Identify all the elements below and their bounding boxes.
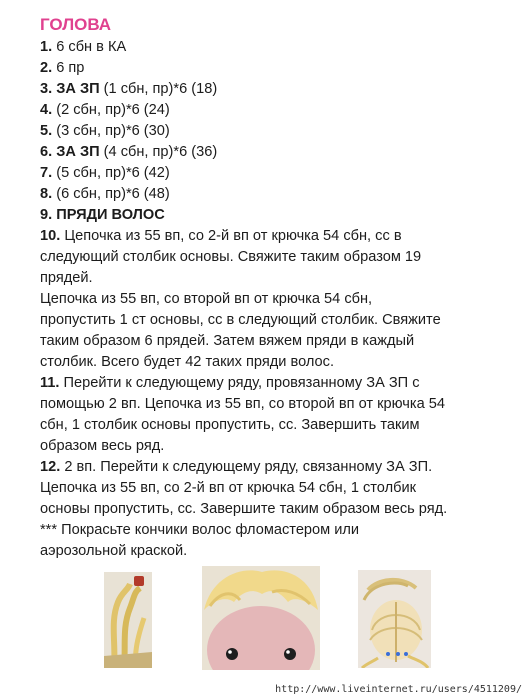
step-number: 4. (40, 102, 53, 118)
step-text: 6 пр (52, 60, 85, 76)
line-text: 2 вп. Перейти к следующему ряду, связанному ЗА ЗП. (60, 459, 433, 475)
line-text: Цепочка из 55 вп, со 2-й вп от крючка 54 сбн, 1 столбик (40, 480, 417, 496)
step-text: (6 сбн, пр)*6 (48) (52, 186, 170, 202)
step-number: 5. (40, 123, 53, 139)
step-line (40, 37, 522, 58)
line-text: прядей. (40, 270, 93, 286)
text-line (40, 226, 522, 247)
text-line (40, 457, 522, 478)
text-line (40, 310, 522, 331)
source-watermark: http://www.liveinternet.ru/users/4511209/ (275, 684, 522, 695)
step-bold-text: ЗА ЗП (52, 144, 100, 160)
step-bold-text: ПРЯДИ ВОЛОС (52, 207, 165, 223)
line-text: образом весь ряд. (40, 438, 165, 454)
line-text: основы пропустить, сс. Завершите таким образом весь ряд. (40, 501, 448, 517)
step-list (40, 37, 522, 562)
text-line (40, 520, 522, 541)
text-line (40, 394, 522, 415)
step-line (40, 184, 522, 205)
line-text: аэрозольной краской. (40, 543, 188, 559)
step-text: (5 сбн, пр)*6 (42) (52, 165, 170, 181)
document-page (40, 14, 522, 562)
text-line (40, 415, 522, 436)
text-line (40, 331, 522, 352)
line-text: пропустить 1 ст основы, сс в следующий столбик. Свяжите (40, 312, 441, 328)
step-text: (1 сбн, пр)*6 (18) (99, 81, 218, 97)
step-line (40, 163, 522, 184)
step-number: 9. (40, 207, 53, 223)
text-line (40, 247, 522, 268)
text-line (40, 268, 522, 289)
photo-doll-head (202, 566, 320, 670)
line-text: *** Покрасьте кончики волос фломастером или (40, 522, 360, 538)
step-number: 12. (40, 459, 61, 475)
text-line (40, 499, 522, 520)
step-number: 7. (40, 165, 53, 181)
photo-doll-back (358, 570, 431, 668)
step-number: 10. (40, 228, 61, 244)
step-number: 8. (40, 186, 53, 202)
step-number: 3. (40, 81, 53, 97)
step-line (40, 58, 522, 79)
step-line (40, 79, 522, 100)
text-line (40, 478, 522, 499)
line-text: таким образом 6 прядей. Затем вяжем пряди в каждый (40, 333, 415, 349)
step-text: 6 сбн в КА (52, 39, 127, 55)
step-number: 1. (40, 39, 53, 55)
text-line (40, 373, 522, 394)
step-number: 2. (40, 60, 53, 76)
step-bold-text: ЗА ЗП (52, 81, 100, 97)
step-text: (2 сбн, пр)*6 (24) (52, 102, 170, 118)
line-text: Цепочка из 55 вп, со 2-й вп от крючка 54 сбн, сс в (60, 228, 402, 244)
line-text: Перейти к следующему ряду, провязанному ЗА ЗП с (59, 375, 420, 391)
line-text: Цепочка из 55 вп, со второй вп от крючка 54 сбн, (40, 291, 373, 307)
step-line (40, 142, 522, 163)
step-text: (3 сбн, пр)*6 (30) (52, 123, 170, 139)
line-text: сбн, 1 столбик основы пропустить, сс. Завершить таким (40, 417, 420, 433)
step-line (40, 121, 522, 142)
text-line (40, 541, 522, 562)
section-title: ГОЛОВА (40, 15, 112, 34)
step-line (40, 100, 522, 121)
step-number: 6. (40, 144, 53, 160)
text-line (40, 352, 522, 373)
line-text: столбик. Всего будет 42 таких пряди волос. (40, 354, 335, 370)
text-line (40, 436, 522, 457)
step-line (40, 205, 522, 226)
photo-hair-strand (104, 572, 152, 668)
text-line (40, 289, 522, 310)
line-text: помощью 2 вп. Цепочка из 55 вп, со второй вп от крючка 54 (40, 396, 445, 412)
step-number: 11. (40, 375, 60, 391)
step-text: (4 сбн, пр)*6 (36) (99, 144, 218, 160)
photo-strip (0, 566, 530, 678)
line-text: следующий столбик основы. Свяжите таким образом 19 (40, 249, 422, 265)
